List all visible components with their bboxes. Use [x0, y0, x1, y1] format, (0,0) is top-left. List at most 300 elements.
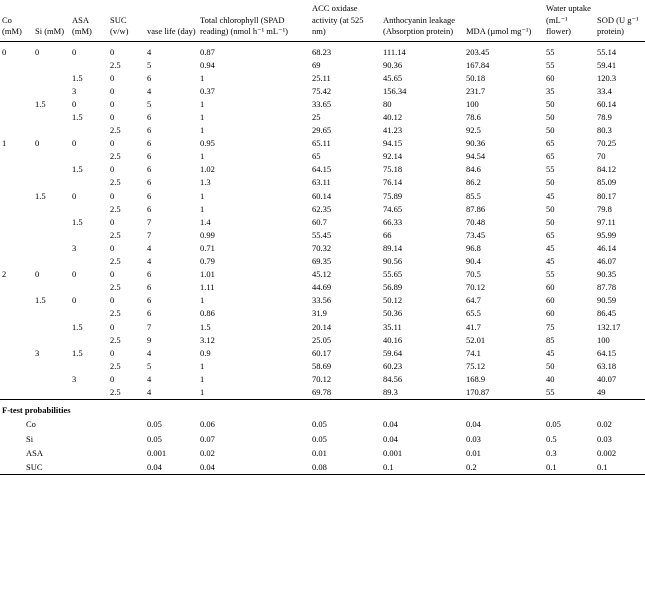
ftest-cell-vase-life: 0.001	[147, 447, 167, 458]
cell-mda: 87.86	[466, 203, 486, 214]
cell-asa	[70, 228, 108, 241]
cell-asa	[70, 124, 108, 137]
cell-vase-life: 4	[147, 256, 152, 267]
table-row	[0, 189, 645, 202]
cell-mda: 70.48	[466, 216, 486, 227]
table-row	[0, 150, 645, 163]
cell-asa	[70, 359, 108, 372]
cell-water-uptake: 40	[546, 373, 555, 384]
cell-acc-oxidase: 68.23	[312, 46, 332, 57]
cell-mda: 90.4	[466, 256, 481, 267]
cell-vase-life: 6	[147, 138, 152, 149]
cell-water-uptake: 60	[546, 308, 555, 319]
header-si: Si (mM)	[35, 26, 65, 37]
cell-vase-life: 6	[147, 177, 152, 188]
cell-asa: 3	[72, 242, 77, 253]
cell-acc-oxidase: 65.11	[312, 138, 331, 149]
cell-asa	[70, 386, 108, 400]
table-row	[0, 228, 645, 241]
cell-anthocyanin: 92.14	[383, 151, 403, 162]
cell-vase-life: 6	[147, 72, 152, 83]
ftest-factor-label: ASA	[26, 447, 44, 458]
cell-co	[0, 333, 33, 346]
table-row	[0, 163, 645, 176]
cell-water-uptake: 50	[546, 98, 555, 109]
table-row	[0, 202, 645, 215]
cell-mda: 75.12	[466, 360, 486, 371]
cell-si	[33, 150, 70, 163]
ftest-cell-sod: 0.02	[597, 419, 612, 430]
cell-water-uptake: 65	[546, 138, 555, 149]
cell-mda: 65.5	[466, 308, 481, 319]
ftest-cell-chlorophyll: 0.07	[200, 433, 215, 444]
cell-chlorophyll: 1.3	[200, 177, 211, 188]
cell-chlorophyll: 1	[200, 360, 205, 371]
ftest-cell-anthocyanin: 0.1	[383, 461, 394, 472]
cell-water-uptake: 60	[546, 282, 555, 293]
cell-co	[0, 346, 33, 359]
cell-chlorophyll: 1.5	[200, 321, 211, 332]
cell-acc-oxidase: 25	[312, 112, 321, 122]
cell-vase-life: 6	[147, 112, 152, 122]
cell-acc-oxidase: 69.35	[312, 256, 332, 267]
cell-anthocyanin: 80	[383, 98, 392, 109]
ftest-row	[0, 445, 645, 459]
table-row	[0, 386, 645, 400]
cell-si: 3	[35, 347, 40, 358]
ftest-cell-vase-life: 0.05	[147, 433, 162, 444]
cell-chlorophyll: 3.12	[200, 334, 215, 345]
cell-chlorophyll: 1	[200, 98, 205, 109]
cell-sod: 80.17	[597, 190, 617, 201]
header-asa: ASA (mM)	[72, 14, 92, 37]
cell-sod: 87.78	[597, 282, 617, 293]
cell-acc-oxidase: 70.12	[312, 373, 332, 384]
cell-co: 2	[2, 269, 7, 280]
cell-co	[0, 359, 33, 372]
cell-acc-oxidase: 65	[312, 151, 321, 162]
header-sod: SOD (U g⁻¹ protein)	[597, 14, 639, 37]
cell-mda: 231.7	[466, 85, 486, 96]
ftest-cell-chlorophyll: 0.02	[200, 447, 215, 458]
cell-sod: 70	[597, 151, 606, 162]
cell-si: 1.5	[35, 295, 46, 306]
cell-water-uptake: 55	[546, 269, 555, 280]
cell-water-uptake: 45	[546, 242, 555, 253]
cell-water-uptake: 65	[546, 151, 555, 162]
cell-si: 1.5	[35, 98, 46, 109]
ftest-row	[0, 459, 645, 474]
cell-si: 0	[35, 46, 40, 57]
cell-sod: 120.3	[597, 72, 617, 83]
cell-suc: 0	[110, 216, 115, 227]
table-row	[0, 359, 645, 372]
ftest-section	[0, 399, 645, 474]
cell-si: 0	[35, 138, 40, 149]
cell-mda: 94.54	[466, 151, 486, 162]
cell-acc-oxidase: 55.45	[312, 229, 332, 240]
cell-mda: 167.84	[466, 59, 490, 70]
table-row	[0, 320, 645, 333]
header-water-uptake: Water uptake (mL⁻¹ flower)	[546, 3, 591, 37]
cell-co	[0, 294, 33, 307]
cell-si	[33, 84, 70, 97]
cell-acc-oxidase: 58.69	[312, 360, 332, 371]
ftest-cell-sod: 0.1	[597, 461, 608, 472]
cell-vase-life: 5	[147, 59, 152, 70]
cell-water-uptake: 50	[546, 125, 555, 136]
cell-suc: 0	[110, 269, 115, 280]
cell-mda: 41.7	[466, 321, 481, 332]
cell-mda: 64.7	[466, 295, 481, 306]
cell-mda: 52.01	[466, 334, 486, 345]
cell-vase-life: 9	[147, 334, 152, 345]
cell-anthocyanin: 50.36	[383, 308, 403, 319]
cell-asa: 1.5	[72, 164, 83, 175]
cell-water-uptake: 50	[546, 216, 555, 227]
table-row	[0, 137, 645, 150]
table-row	[0, 111, 645, 124]
cell-water-uptake: 60	[546, 295, 555, 306]
cell-si	[33, 333, 70, 346]
cell-vase-life: 6	[147, 269, 152, 280]
cell-chlorophyll: 1	[200, 386, 205, 397]
cell-water-uptake: 50	[546, 360, 555, 371]
cell-sod: 59.41	[597, 59, 617, 70]
header-suc: SUC (v/w)	[110, 14, 129, 37]
cell-vase-life: 5	[147, 98, 152, 109]
cell-mda: 170.87	[466, 386, 490, 397]
ftest-cell-vase-life: 0.05	[147, 419, 162, 430]
table-row	[0, 176, 645, 189]
ftest-cell-chlorophyll: 0.06	[200, 419, 215, 430]
cell-anthocyanin: 60.23	[383, 360, 403, 371]
cell-asa	[70, 307, 108, 320]
cell-si	[33, 124, 70, 137]
cell-mda: 86.2	[466, 177, 481, 188]
cell-co	[0, 111, 33, 124]
cell-water-uptake: 50	[546, 177, 555, 188]
cell-asa: 1.5	[72, 72, 83, 83]
cell-vase-life: 4	[147, 386, 152, 397]
cell-suc: 2.5	[110, 59, 121, 70]
cell-chlorophyll: 1	[200, 151, 205, 162]
cell-sod: 55.14	[597, 46, 617, 57]
cell-anthocyanin: 90.36	[383, 59, 403, 70]
cell-mda: 50.18	[466, 72, 486, 83]
cell-suc: 2.5	[110, 177, 121, 188]
cell-co	[0, 71, 33, 84]
cell-sod: 63.18	[597, 360, 617, 371]
cell-asa: 0	[72, 98, 77, 109]
table-row	[0, 84, 645, 97]
cell-sod: 49	[597, 386, 606, 397]
cell-asa: 0	[72, 190, 77, 201]
cell-acc-oxidase: 69	[312, 59, 321, 70]
cell-suc: 2.5	[110, 334, 121, 345]
cell-si	[33, 373, 70, 386]
table-row	[0, 242, 645, 255]
cell-chlorophyll: 1.02	[200, 164, 215, 175]
ftest-factor-label: Co	[26, 419, 36, 430]
cell-vase-life: 7	[147, 216, 152, 227]
cell-suc: 0	[110, 321, 115, 332]
table-row	[0, 215, 645, 228]
cell-si	[33, 386, 70, 400]
cell-sod: 78.9	[597, 112, 612, 122]
cell-water-uptake: 45	[546, 256, 555, 267]
cell-sod: 64.15	[597, 347, 617, 358]
cell-anthocyanin: 89.14	[383, 242, 403, 253]
ftest-cell-anthocyanin: 0.04	[383, 419, 398, 430]
cell-chlorophyll: 0.9	[200, 347, 211, 358]
cell-anthocyanin: 75.18	[383, 164, 403, 175]
cell-asa: 0	[72, 46, 77, 57]
header-vase-life: vase life (day)	[147, 26, 196, 37]
cell-acc-oxidase: 33.65	[312, 98, 332, 109]
cell-mda: 78.6	[466, 112, 481, 122]
cell-acc-oxidase: 29.65	[312, 125, 332, 136]
cell-suc: 2.5	[110, 386, 121, 397]
cell-co	[0, 124, 33, 137]
ftest-cell-acc-oxidase: 0.08	[312, 461, 327, 472]
ftest-cell-acc-oxidase: 0.05	[312, 419, 327, 430]
ftest-heading-row	[0, 399, 645, 417]
cell-co	[0, 320, 33, 333]
header-mda: MDA (µmol mg⁻¹)	[466, 26, 532, 37]
cell-sod: 85.09	[597, 177, 617, 188]
cell-si	[33, 281, 70, 294]
cell-acc-oxidase: 60.17	[312, 347, 332, 358]
cell-si	[33, 320, 70, 333]
cell-asa: 1.5	[72, 347, 83, 358]
cell-asa	[70, 333, 108, 346]
cell-si	[33, 202, 70, 215]
cell-mda: 90.36	[466, 138, 486, 149]
table-row	[0, 268, 645, 281]
cell-co	[0, 84, 33, 97]
cell-suc: 2.5	[110, 125, 121, 136]
cell-suc: 0	[110, 98, 115, 109]
cell-acc-oxidase: 31.9	[312, 308, 327, 319]
cell-chlorophyll: 1.4	[200, 216, 211, 227]
cell-si	[33, 359, 70, 372]
cell-co	[0, 255, 33, 268]
cell-co: 1	[2, 138, 7, 149]
cell-si	[33, 58, 70, 71]
cell-mda: 92.5	[466, 125, 481, 136]
cell-vase-life: 4	[147, 347, 152, 358]
table-row	[0, 255, 645, 268]
cell-vase-life: 4	[147, 46, 152, 57]
cell-suc: 0	[110, 46, 115, 57]
cell-chlorophyll: 0.86	[200, 308, 215, 319]
ftest-factor-label: SUC	[26, 461, 43, 472]
cell-chlorophyll: 1	[200, 190, 205, 201]
cell-anthocyanin: 56.89	[383, 282, 403, 293]
cell-mda: 100	[466, 98, 479, 109]
cell-asa: 1.5	[72, 112, 83, 122]
cell-vase-life: 7	[147, 321, 152, 332]
cell-anthocyanin: 75.89	[383, 190, 403, 201]
cell-vase-life: 6	[147, 125, 152, 136]
cell-vase-life: 6	[147, 308, 152, 319]
table-row	[0, 373, 645, 386]
cell-mda: 73.45	[466, 229, 486, 240]
table-header	[0, 0, 645, 42]
cell-si	[33, 242, 70, 255]
cell-co: 0	[2, 46, 7, 57]
cell-anthocyanin: 45.65	[383, 72, 403, 83]
cell-acc-oxidase: 60.14	[312, 190, 332, 201]
cell-anthocyanin: 66	[383, 229, 392, 240]
cell-mda: 85.5	[466, 190, 481, 201]
cell-mda: 70.5	[466, 269, 481, 280]
cell-sod: 90.35	[597, 269, 617, 280]
cell-sod: 33.4	[597, 85, 612, 96]
cell-vase-life: 7	[147, 229, 152, 240]
cell-sod: 90.59	[597, 295, 617, 306]
cell-asa	[70, 58, 108, 71]
cell-water-uptake: 35	[546, 85, 555, 96]
cell-suc: 0	[110, 138, 115, 149]
cell-co	[0, 242, 33, 255]
cell-asa: 1.5	[72, 216, 83, 227]
cell-anthocyanin: 156.34	[383, 85, 407, 96]
cell-suc: 0	[110, 242, 115, 253]
cell-acc-oxidase: 62.35	[312, 203, 332, 214]
cell-mda: 168.9	[466, 373, 486, 384]
cell-si: 1.5	[35, 190, 46, 201]
table-row	[0, 98, 645, 111]
cell-sod: 80.3	[597, 125, 612, 136]
cell-suc: 0	[110, 164, 115, 175]
cell-chlorophyll: 1	[200, 72, 205, 83]
cell-suc: 2.5	[110, 308, 121, 319]
ftest-row	[0, 417, 645, 431]
cell-anthocyanin: 55.65	[383, 269, 403, 280]
cell-suc: 0	[110, 112, 115, 122]
ftest-row	[0, 431, 645, 445]
cell-water-uptake: 60	[546, 72, 555, 83]
cell-si	[33, 215, 70, 228]
cell-acc-oxidase: 25.05	[312, 334, 332, 345]
cell-chlorophyll: 1.01	[200, 269, 215, 280]
cell-chlorophyll: 1.11	[200, 282, 215, 293]
cell-anthocyanin: 40.16	[383, 334, 403, 345]
ftest-cell-mda: 0.03	[466, 433, 481, 444]
cell-chlorophyll: 1	[200, 125, 205, 136]
table-row	[0, 294, 645, 307]
cell-co	[0, 98, 33, 111]
ftest-cell-water-uptake: 0.05	[546, 419, 561, 430]
cell-anthocyanin: 76.14	[383, 177, 403, 188]
cell-sod: 132.17	[597, 321, 621, 332]
cell-suc: 0	[110, 295, 115, 306]
cell-co	[0, 176, 33, 189]
cell-anthocyanin: 84.56	[383, 373, 403, 384]
cell-sod: 86.45	[597, 308, 617, 319]
ftest-factor-label: Si	[26, 433, 34, 444]
cell-suc: 0	[110, 85, 115, 96]
cell-co	[0, 373, 33, 386]
header-acc-oxidase: ACC oxidase activity (at 525 nm)	[312, 3, 364, 37]
ftest-cell-acc-oxidase: 0.01	[312, 447, 327, 458]
ftest-cell-sod: 0.03	[597, 433, 612, 444]
cell-suc: 2.5	[110, 151, 121, 162]
cell-co	[0, 163, 33, 176]
cell-mda: 203.45	[466, 46, 490, 57]
cell-mda: 84.6	[466, 164, 481, 175]
cell-asa: 0	[72, 295, 77, 306]
ftest-cell-mda: 0.04	[466, 419, 481, 430]
cell-vase-life: 6	[147, 203, 152, 214]
cell-chlorophyll: 1	[200, 203, 205, 214]
cell-si	[33, 163, 70, 176]
cell-water-uptake: 45	[546, 347, 555, 358]
cell-mda: 74.1	[466, 347, 481, 358]
cell-sod: 95.99	[597, 229, 617, 240]
ftest-cell-water-uptake: 0.1	[546, 461, 557, 472]
cell-acc-oxidase: 63.11	[312, 177, 331, 188]
cell-suc: 0	[110, 72, 115, 83]
cell-chlorophyll: 0.71	[200, 242, 215, 253]
cell-chlorophyll: 0.79	[200, 256, 215, 267]
cell-anthocyanin: 111.14	[383, 46, 406, 57]
cell-suc: 2.5	[110, 203, 121, 214]
cell-asa: 0	[72, 138, 77, 149]
cell-suc: 2.5	[110, 360, 121, 371]
header-chlorophyll: Total chlorophyll (SPAD reading) (nmol h⁻¹ mL⁻¹)	[200, 14, 288, 37]
cell-chlorophyll: 1	[200, 112, 205, 122]
ftest-cell-sod: 0.002	[597, 447, 617, 458]
cell-water-uptake: 55	[546, 46, 555, 57]
cell-vase-life: 4	[147, 242, 152, 253]
cell-mda: 70.12	[466, 282, 486, 293]
cell-water-uptake: 55	[546, 164, 555, 175]
cell-acc-oxidase: 75.42	[312, 85, 332, 96]
cell-si	[33, 176, 70, 189]
cell-co	[0, 189, 33, 202]
cell-suc: 2.5	[110, 256, 121, 267]
cell-anthocyanin: 35.11	[383, 321, 402, 332]
cell-asa	[70, 281, 108, 294]
cell-anthocyanin: 89.3	[383, 386, 398, 397]
ftest-cell-acc-oxidase: 0.05	[312, 433, 327, 444]
cell-co	[0, 202, 33, 215]
cell-water-uptake: 65	[546, 229, 555, 240]
cell-suc: 0	[110, 373, 115, 384]
cell-asa	[70, 150, 108, 163]
cell-si	[33, 111, 70, 124]
cell-asa	[70, 202, 108, 215]
cell-vase-life: 6	[147, 295, 152, 306]
cell-co	[0, 386, 33, 400]
cell-water-uptake: 75	[546, 321, 555, 332]
cell-chlorophyll: 0.94	[200, 59, 215, 70]
table-row	[0, 333, 645, 346]
cell-asa	[70, 255, 108, 268]
cell-acc-oxidase: 44.69	[312, 282, 332, 293]
cell-vase-life: 6	[147, 190, 152, 201]
cell-acc-oxidase: 20.14	[312, 321, 332, 332]
cell-sod: 60.14	[597, 98, 617, 109]
cell-mda: 96.8	[466, 242, 481, 253]
cell-suc: 0	[110, 347, 115, 358]
cell-co	[0, 228, 33, 241]
cell-si	[33, 307, 70, 320]
cell-water-uptake: 55	[546, 386, 555, 397]
